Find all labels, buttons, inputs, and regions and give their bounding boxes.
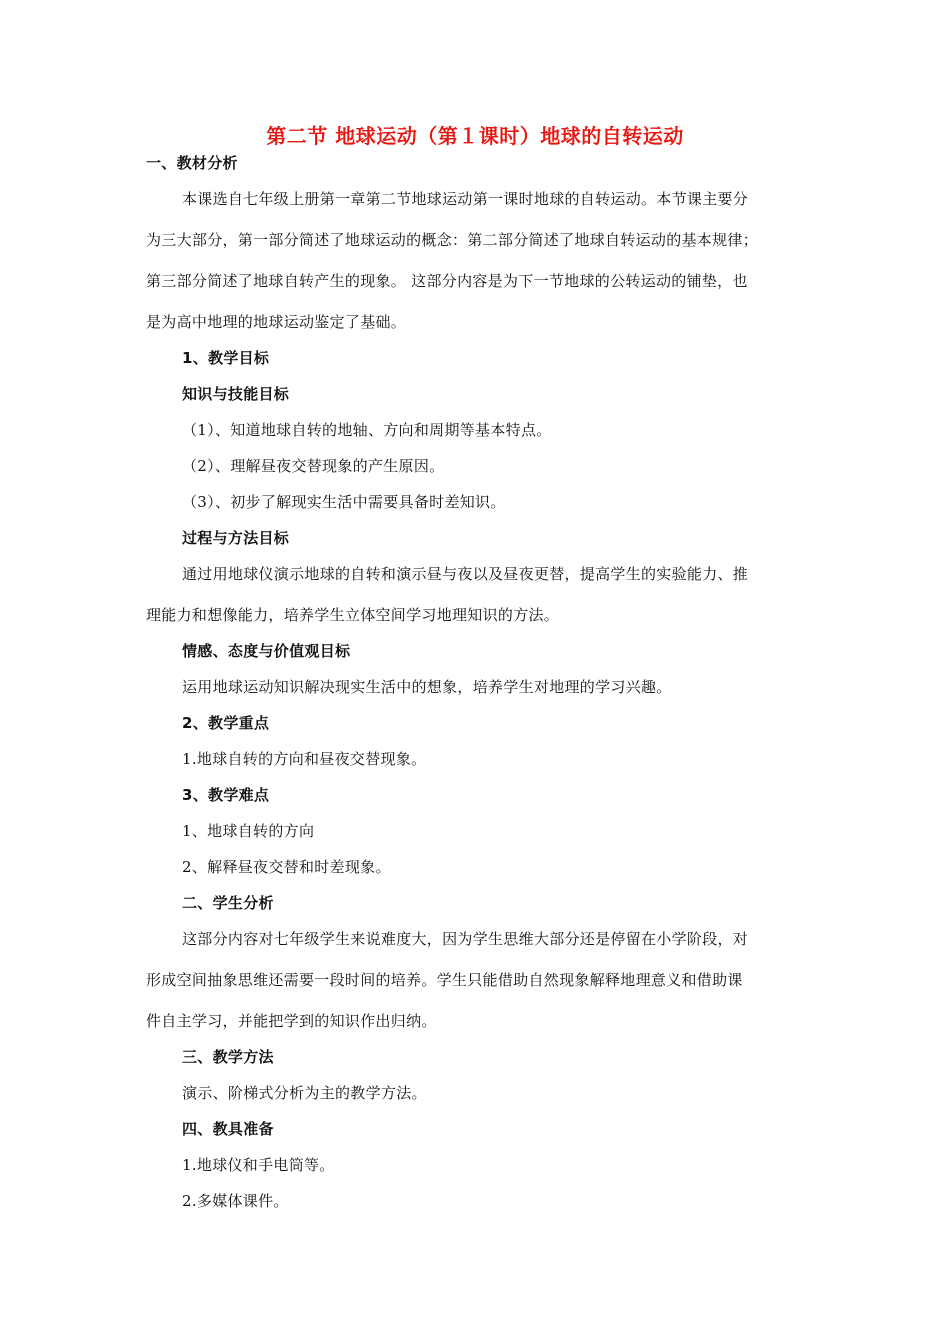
heading-process-goals: 过程与方法目标 bbox=[182, 529, 290, 547]
paragraph-line: 为三大部分，第一部分简述了地球运动的概念：第二部分简述了地球自转运动的基本规律； bbox=[146, 231, 759, 249]
heading-emotion-goals: 情感、态度与价值观目标 bbox=[182, 642, 351, 660]
heading-teaching-method: 三、教学方法 bbox=[182, 1048, 274, 1066]
list-item: 1.地球自转的方向和昼夜交替现象。 bbox=[182, 750, 427, 768]
heading-teaching-difficulty: 3、教学难点 bbox=[182, 786, 270, 804]
list-item: （1）、知道地球自转的地轴、方向和周期等基本特点。 bbox=[182, 421, 552, 439]
list-item: （2）、理解昼夜交替现象的产生原因。 bbox=[182, 457, 445, 475]
paragraph-line: 是为高中地理的地球运动鉴定了基础。 bbox=[146, 313, 407, 331]
list-item: 2、解释昼夜交替和时差现象。 bbox=[182, 858, 391, 876]
paragraph-line: 本课选自七年级上册第一章第二节地球运动第一课时地球的自转运动。本节课主要分 bbox=[182, 190, 749, 208]
heading-textbook-analysis: 一、教材分析 bbox=[146, 154, 238, 172]
heading-knowledge-goals: 知识与技能目标 bbox=[182, 385, 290, 403]
paragraph-line: 件自主学习，并能把学到的知识作出归纳。 bbox=[146, 1012, 437, 1030]
paragraph-line: 演示、阶梯式分析为主的教学方法。 bbox=[182, 1084, 427, 1102]
list-item: 2.多媒体课件。 bbox=[182, 1192, 289, 1210]
paragraph-line: 运用地球运动知识解决现实生活中的想象，培养学生对地理的学习兴趣。 bbox=[182, 678, 672, 696]
paragraph-line: 理能力和想像能力，培养学生立体空间学习地理知识的方法。 bbox=[146, 606, 560, 624]
paragraph-line: 这部分内容对七年级学生来说难度大，因为学生思维大部分还是停留在小学阶段，对 bbox=[182, 930, 749, 948]
list-item: 1、地球自转的方向 bbox=[182, 822, 315, 840]
paragraph-line: 通过用地球仪演示地球的自转和演示昼与夜以及昼夜更替，提高学生的实验能力、推 bbox=[182, 565, 749, 583]
document-title: 第二节 地球运动（第１课时）地球的自转运动 bbox=[266, 124, 684, 148]
paragraph-line: 形成空间抽象思维还需要一段时间的培养。学生只能借助自然现象解释地理意义和借助课 bbox=[146, 971, 743, 989]
heading-teaching-goals: 1、教学目标 bbox=[182, 349, 270, 367]
heading-teaching-focus: 2、教学重点 bbox=[182, 714, 270, 732]
paragraph-line: 第三部分简述了地球自转产生的现象。 这部分内容是为下一节地球的公转运动的铺垫，也 bbox=[146, 272, 748, 290]
list-item: （3）、初步了解现实生活中需要具备时差知识。 bbox=[182, 493, 506, 511]
list-item: 1.地球仪和手电筒等。 bbox=[182, 1156, 335, 1174]
heading-teaching-aids: 四、教具准备 bbox=[182, 1120, 274, 1138]
heading-student-analysis: 二、学生分析 bbox=[182, 894, 274, 912]
